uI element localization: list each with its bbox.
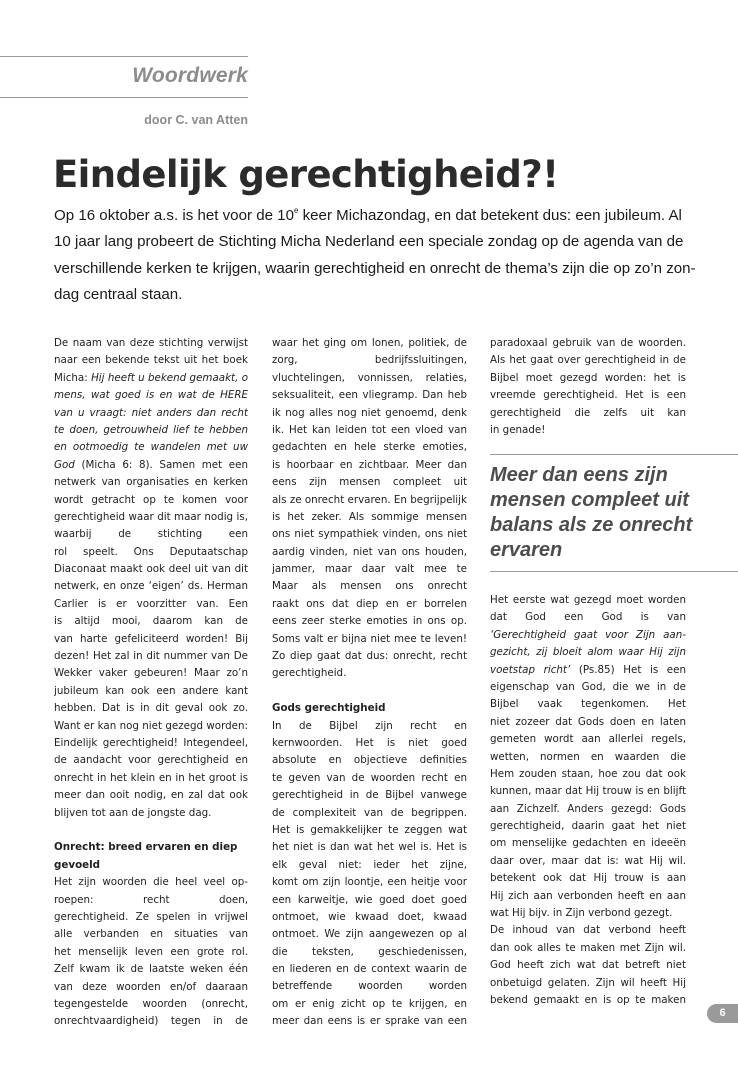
body-line: vluchtelingen, vonnissen, relaties, <box>272 371 467 384</box>
body-line: God (Micha 6: 8). Samen met een <box>54 458 248 471</box>
body-line: absolute en objectieve definities <box>272 754 467 767</box>
body-line: onbetuigd gelaten. Zijn wil heeft Hij <box>490 976 686 989</box>
body-line: Het is gemakkelijker te zeggen wat <box>272 823 467 836</box>
body-line: gerechtigheid. <box>272 667 347 680</box>
body-line: gerechtigheid waar dit maar nodig is, <box>54 510 248 523</box>
body-line: voetstap richt’ (Ps.85) Het is een <box>490 663 686 676</box>
body-line: een karweitje, wie goed doet goed <box>272 893 467 906</box>
body-line: de complexiteit van de begrippen. <box>272 806 467 819</box>
subheading: Onrecht: breed ervaren en diep <box>54 841 238 854</box>
body-line: Want er kan nog niet gezegd worden: <box>54 719 248 732</box>
body-line: ontmoet, wie kwaad doet, kwaad <box>272 910 467 923</box>
body-line: Het eerste wat gezegd moet worden <box>490 594 686 606</box>
body-line: ontmoet. We zijn aangewezen op al <box>272 928 467 941</box>
body-line: eens zeer sterke emoties in ons op. <box>272 615 467 628</box>
body-line: jammer, maar daar valt mee te <box>272 563 467 576</box>
body-column-3 <box>490 335 686 439</box>
body-line: aan Zichzelf. Anders gezegd: Gods <box>490 802 686 815</box>
body-line: De naam van deze stichting verwijst <box>54 337 248 349</box>
body-line: Hij zich aan verbonden heeft en aan <box>490 889 686 902</box>
article-intro <box>54 203 718 308</box>
body-line: niet zozeer dat Gods doen en laten <box>490 715 686 728</box>
body-line: eigenschap van God, die we in de <box>490 680 686 693</box>
body-column-2 <box>272 335 467 1031</box>
body-line: hebben. Dat is in dit geval ook zo. <box>54 702 248 715</box>
body-line: eens zijn mensen compleet uit <box>272 476 467 489</box>
body-line: ik. Het kan leiden tot een vloed van <box>272 423 467 436</box>
body-line: paradoxaal gebruik van de woorden. <box>490 337 686 349</box>
intro-line: verschillende kerken te krijgen, waarin gerechtigheid en onrecht de thema’s zijn die op zo’n zon- <box>54 259 696 277</box>
body-line: meer dan eens is er sprake van een <box>272 1015 467 1028</box>
body-line: gezicht, zij bloeit alom waar Hij zijn <box>490 646 686 659</box>
intro-line: dag centraal staan. <box>54 285 183 303</box>
body-line: gemeten wordt aan allerlei regels, <box>490 733 686 746</box>
body-line: ik nog alles nog niet genoemd, denk <box>272 406 467 419</box>
body-line: roepen: recht doen, <box>54 893 248 906</box>
body-line: netwerk, en onze ‘eigen’ ds. Herman <box>54 580 248 593</box>
body-line: Carlier is er voorzitter van. Een <box>54 597 248 610</box>
body-line: het menselijk leven een grote rol. <box>54 945 248 958</box>
body-line: om er enig zicht op te krijgen, en <box>272 997 467 1010</box>
subheading: gevoeld <box>54 858 101 871</box>
pullquote-rule-top <box>490 454 738 455</box>
body-line: onrechtvaardigheid) tegen in de <box>54 1015 248 1028</box>
body-line: elk geval niet: ieder het zijne, <box>272 858 467 871</box>
body-line: naar een bekende tekst uit het boek <box>54 354 248 367</box>
subheading: Gods gerechtigheid <box>272 702 386 715</box>
body-line: gedachten en hele sterke emoties, <box>272 441 467 454</box>
author-byline: door C. van Atten <box>144 113 248 127</box>
body-line: te doen, getrouwheid lief te hebben <box>54 423 248 436</box>
body-line: alle verbanden en situaties van <box>54 928 248 941</box>
body-line: Bijbel vaak tegenkomen. Het <box>490 698 686 711</box>
body-line: rol speelt. Ons Deputaatschap <box>54 545 248 558</box>
body-line: van deze woorden en/of daaraan <box>54 980 248 993</box>
body-line: de aandacht voor gerechtigheid en <box>54 754 248 767</box>
body-line: wordt getracht op te komen voor <box>54 493 248 506</box>
body-column-3-continued <box>490 592 686 1009</box>
body-line: gerechtigheid die zelfs uit kan <box>490 406 686 419</box>
section-label: Woordwerk <box>132 64 248 87</box>
body-line: netwerk van organisaties en kerken <box>54 476 248 489</box>
body-line: aardig vinden, niet van ons houden, <box>272 545 467 558</box>
body-line: Maar als mensen ons onrecht <box>272 580 467 593</box>
body-line: meer dan ooit nodig, en zal dat ook <box>54 789 248 802</box>
body-line: gerechtigheid, daarin gaat het niet <box>490 820 686 833</box>
body-line: mens, wat goed is en wat de HERE <box>54 389 248 402</box>
body-line: het niet is dan wat het wel is. Het is <box>272 841 467 854</box>
body-line: Eindelijk gerechtigheid! Integendeel, <box>54 736 248 749</box>
body-line: dat God een God is van <box>490 611 686 624</box>
body-line: Micha: Hij heeft u bekend gemaakt, o <box>54 371 248 384</box>
pull-quote: Meer dan eens zijn mensen compleet uit balans als ze onrecht ervaren <box>490 464 693 561</box>
body-line: bekend gemaakt en is op te maken <box>490 994 686 1006</box>
body-line: ‘Gerechtigheid gaat voor Zijn aan- <box>490 628 686 641</box>
body-line: De inhoud van dat verbond heeft <box>490 924 686 937</box>
body-line: onrecht in het klein en in het groot is <box>54 771 248 784</box>
pullquote-rule-bottom <box>490 571 738 572</box>
body-line: Zo diep gaat dat dus: onrecht, recht <box>272 650 467 663</box>
body-line: jubileum kan ook een andere kant <box>54 684 248 697</box>
body-line: ons niet sympathiek vinden, ons niet <box>272 528 467 541</box>
body-line: dezen! Het zal in dit nummer van De <box>54 650 248 663</box>
body-line: te geven van de woorden recht en <box>272 771 467 784</box>
body-line: Diaconaat maakt ook deel uit van dit <box>54 563 248 576</box>
body-line: vreemde gerechtigheid. Het is een <box>490 389 686 402</box>
body-line: van harte gefeliciteerd worden! Bij <box>54 632 248 645</box>
body-line: is het zeker. Als sommige mensen <box>272 510 467 523</box>
body-line: wat Hij bijv. in Zijn verbond gezegt. <box>490 907 673 920</box>
body-line: is altijd mooi, daarom kan de <box>54 615 248 628</box>
body-line: waar het ging om lonen, politiek, de <box>272 337 467 349</box>
body-line: dan ook alles te maken met Zijn wil. <box>490 941 686 954</box>
body-line: tegengestelde woorden (onrecht, <box>54 997 248 1010</box>
article-title: Eindelijk gerechtigheid?! <box>53 153 559 196</box>
header-rule-top <box>0 56 248 57</box>
body-line: waarbij de stichting een <box>54 528 248 541</box>
body-line: betekent ook dat Hij trouw is aan <box>490 872 686 885</box>
body-line: wetten, normen en waarden die <box>490 750 686 763</box>
page-number: 6 <box>707 1004 738 1023</box>
body-line: Soms valt er bijna niet mee te leven! <box>272 632 467 645</box>
superscript: e <box>293 206 299 215</box>
body-line: God heeft zich wat dat betreft niet <box>490 959 686 972</box>
body-line: is hoorbaar en zichtbaar. Meer dan <box>272 458 467 471</box>
body-line: om menselijke gedachten en ideeën <box>490 837 686 850</box>
body-line: Zelf kwam ik de laatste weken één <box>54 963 248 976</box>
body-line: Wekker vaker gebeuren! Maar zo’n <box>54 667 248 680</box>
body-line: als ze onrecht ervaren. En begrijpelijk <box>272 493 467 506</box>
body-line: en ootmoedig te wandelen met uw <box>54 441 248 454</box>
body-line: daar over, maar dat is: wat Hij wil. <box>490 854 686 867</box>
body-line: Hem zouden staan, hoe zou dat ook <box>490 767 686 780</box>
body-line: kunnen, maar dat Hij trouw is en blijft <box>490 785 686 798</box>
body-line: zorg, bedrijfssluitingen, <box>272 354 467 367</box>
body-line: en liederen en de context waarin de <box>272 963 467 976</box>
body-line: komt om zijn loontje, een heitje voor <box>272 876 467 889</box>
body-line: van u vraagt: niet anders dan recht <box>54 406 248 419</box>
body-line: in genade! <box>490 423 546 436</box>
body-line: In de Bijbel zijn recht en <box>272 719 467 732</box>
body-line: Als het gaat over gerechtigheid in de <box>490 354 686 367</box>
body-line: betreffende woorden worden <box>272 980 467 993</box>
body-line: raakt ons dat diep en er borrelen <box>272 597 467 610</box>
header-rule-bottom <box>0 97 248 98</box>
body-line: seksualiteit, een vliegramp. Dan heb <box>272 389 467 402</box>
body-line: gerechtigheid in de Bijbel vanwege <box>272 789 467 802</box>
body-line: Bijbel moet gezegd worden: het is <box>490 371 686 384</box>
body-line: blijven tot aan de jongste dag. <box>54 806 212 819</box>
body-column-1 <box>54 335 248 1031</box>
body-line: kernwoorden. Het is niet goed <box>272 737 467 750</box>
body-line: die teksten, geschiedenissen, <box>272 945 467 958</box>
body-line: gerechtigheid. Ze spelen in vrijwel <box>54 910 248 923</box>
body-line: Het zijn woorden die heel veel op- <box>54 876 248 889</box>
intro-line: 10 jaar lang probeert de Stichting Micha Nederland een speciale zondag op de agenda van de <box>54 233 684 251</box>
intro-line: Op 16 oktober a.s. is het voor de 10e keer Michazondag, en dat betekent dus: een jubileum. Al <box>54 206 682 224</box>
